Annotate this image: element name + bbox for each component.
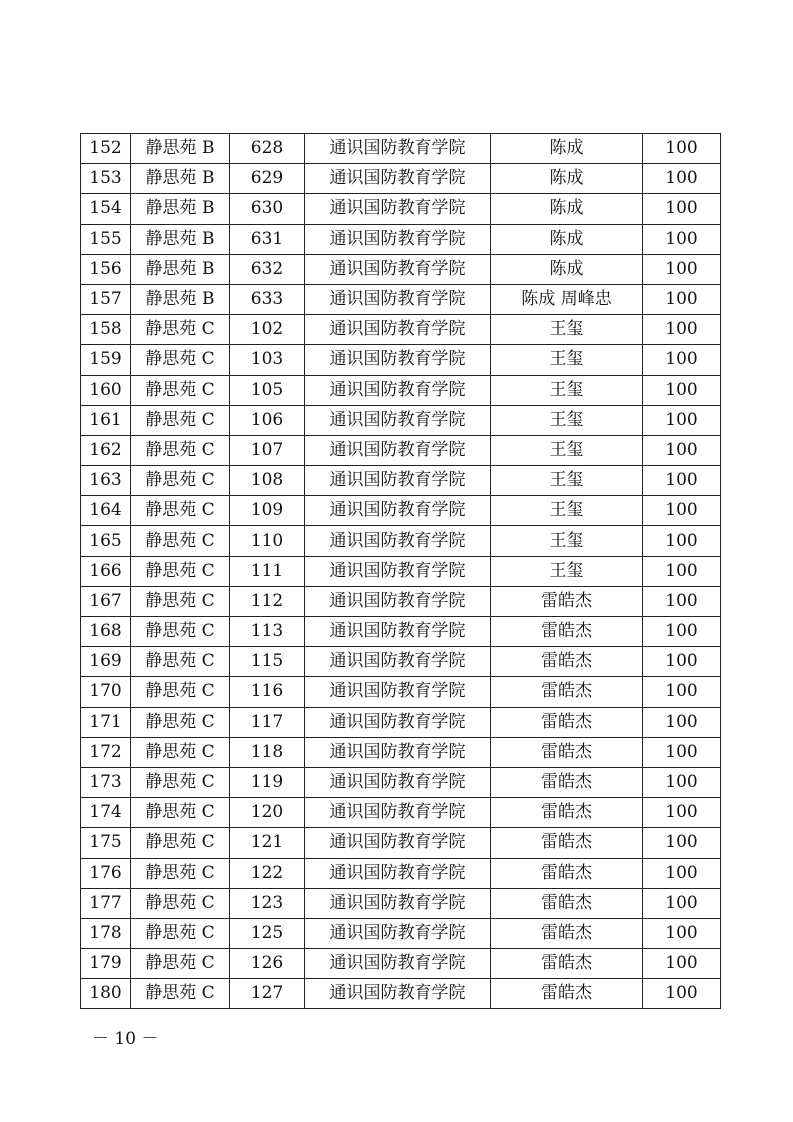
room-number-cell: 122 bbox=[230, 858, 305, 888]
table-row bbox=[81, 345, 721, 375]
inspector-name-cell: 雷皓杰 bbox=[491, 617, 643, 647]
building-cell: 静思苑 C bbox=[131, 888, 230, 918]
table-row bbox=[81, 737, 721, 767]
college-cell: 通识国防教育学院 bbox=[305, 435, 491, 465]
row-number-cell: 160 bbox=[81, 375, 131, 405]
college-cell: 通识国防教育学院 bbox=[305, 466, 491, 496]
table-row bbox=[81, 435, 721, 465]
college-cell: 通识国防教育学院 bbox=[305, 979, 491, 1009]
table-body bbox=[81, 134, 721, 1009]
score-cell: 100 bbox=[643, 194, 721, 224]
inspector-name-cell: 雷皓杰 bbox=[491, 707, 643, 737]
building-cell: 静思苑 B bbox=[131, 164, 230, 194]
score-cell: 100 bbox=[643, 435, 721, 465]
room-number-cell: 107 bbox=[230, 435, 305, 465]
college-cell: 通识国防教育学院 bbox=[305, 134, 491, 164]
inspector-name-cell: 王玺 bbox=[491, 526, 643, 556]
table-row bbox=[81, 888, 721, 918]
room-number-cell: 628 bbox=[230, 134, 305, 164]
college-cell: 通识国防教育学院 bbox=[305, 586, 491, 616]
table-row bbox=[81, 164, 721, 194]
row-number-cell: 161 bbox=[81, 405, 131, 435]
score-cell: 100 bbox=[643, 798, 721, 828]
score-cell: 100 bbox=[643, 707, 721, 737]
room-number-cell: 629 bbox=[230, 164, 305, 194]
inspector-name-cell: 雷皓杰 bbox=[491, 647, 643, 677]
college-cell: 通识国防教育学院 bbox=[305, 405, 491, 435]
room-number-cell: 630 bbox=[230, 194, 305, 224]
college-cell: 通识国防教育学院 bbox=[305, 556, 491, 586]
college-cell: 通识国防教育学院 bbox=[305, 284, 491, 314]
row-number-cell: 178 bbox=[81, 918, 131, 948]
row-number-cell: 167 bbox=[81, 586, 131, 616]
table-row bbox=[81, 375, 721, 405]
score-cell: 100 bbox=[643, 918, 721, 948]
college-cell: 通识国防教育学院 bbox=[305, 254, 491, 284]
row-number-cell: 158 bbox=[81, 315, 131, 345]
building-cell: 静思苑 C bbox=[131, 737, 230, 767]
inspector-name-cell: 雷皓杰 bbox=[491, 888, 643, 918]
row-number-cell: 169 bbox=[81, 647, 131, 677]
building-cell: 静思苑 C bbox=[131, 858, 230, 888]
building-cell: 静思苑 B bbox=[131, 254, 230, 284]
room-number-cell: 113 bbox=[230, 617, 305, 647]
room-number-cell: 126 bbox=[230, 949, 305, 979]
building-cell: 静思苑 C bbox=[131, 556, 230, 586]
building-cell: 静思苑 C bbox=[131, 435, 230, 465]
table-row bbox=[81, 315, 721, 345]
inspector-name-cell: 王玺 bbox=[491, 496, 643, 526]
room-number-cell: 633 bbox=[230, 284, 305, 314]
college-cell: 通识国防教育学院 bbox=[305, 647, 491, 677]
inspector-name-cell: 雷皓杰 bbox=[491, 677, 643, 707]
room-number-cell: 119 bbox=[230, 767, 305, 797]
score-cell: 100 bbox=[643, 586, 721, 616]
room-number-cell: 120 bbox=[230, 798, 305, 828]
score-cell: 100 bbox=[643, 858, 721, 888]
inspector-name-cell: 王玺 bbox=[491, 556, 643, 586]
building-cell: 静思苑 B bbox=[131, 284, 230, 314]
building-cell: 静思苑 C bbox=[131, 405, 230, 435]
table-row bbox=[81, 918, 721, 948]
room-number-cell: 103 bbox=[230, 345, 305, 375]
score-cell: 100 bbox=[643, 767, 721, 797]
row-number-cell: 155 bbox=[81, 224, 131, 254]
row-number-cell: 180 bbox=[81, 979, 131, 1009]
table-row bbox=[81, 134, 721, 164]
table-row bbox=[81, 647, 721, 677]
score-cell: 100 bbox=[643, 677, 721, 707]
row-number-cell: 168 bbox=[81, 617, 131, 647]
building-cell: 静思苑 B bbox=[131, 224, 230, 254]
score-cell: 100 bbox=[643, 888, 721, 918]
score-cell: 100 bbox=[643, 466, 721, 496]
building-cell: 静思苑 C bbox=[131, 949, 230, 979]
college-cell: 通识国防教育学院 bbox=[305, 677, 491, 707]
row-number-cell: 153 bbox=[81, 164, 131, 194]
room-number-cell: 110 bbox=[230, 526, 305, 556]
room-number-cell: 105 bbox=[230, 375, 305, 405]
table-row bbox=[81, 405, 721, 435]
score-cell: 100 bbox=[643, 949, 721, 979]
score-cell: 100 bbox=[643, 284, 721, 314]
table-row bbox=[81, 194, 721, 224]
row-number-cell: 163 bbox=[81, 466, 131, 496]
score-cell: 100 bbox=[643, 134, 721, 164]
table-row bbox=[81, 526, 721, 556]
college-cell: 通识国防教育学院 bbox=[305, 767, 491, 797]
row-number-cell: 175 bbox=[81, 828, 131, 858]
table-row bbox=[81, 586, 721, 616]
row-number-cell: 174 bbox=[81, 798, 131, 828]
row-number-cell: 170 bbox=[81, 677, 131, 707]
table-row bbox=[81, 979, 721, 1009]
row-number-cell: 171 bbox=[81, 707, 131, 737]
room-number-cell: 631 bbox=[230, 224, 305, 254]
score-cell: 100 bbox=[643, 979, 721, 1009]
room-number-cell: 632 bbox=[230, 254, 305, 284]
college-cell: 通识国防教育学院 bbox=[305, 888, 491, 918]
inspector-name-cell: 雷皓杰 bbox=[491, 949, 643, 979]
score-cell: 100 bbox=[643, 737, 721, 767]
score-cell: 100 bbox=[643, 526, 721, 556]
building-cell: 静思苑 C bbox=[131, 767, 230, 797]
college-cell: 通识国防教育学院 bbox=[305, 617, 491, 647]
table-row bbox=[81, 828, 721, 858]
inspector-name-cell: 雷皓杰 bbox=[491, 828, 643, 858]
table-row bbox=[81, 496, 721, 526]
score-cell: 100 bbox=[643, 828, 721, 858]
row-number-cell: 177 bbox=[81, 888, 131, 918]
building-cell: 静思苑 C bbox=[131, 496, 230, 526]
row-number-cell: 156 bbox=[81, 254, 131, 284]
building-cell: 静思苑 C bbox=[131, 677, 230, 707]
college-cell: 通识国防教育学院 bbox=[305, 194, 491, 224]
room-number-cell: 108 bbox=[230, 466, 305, 496]
table-row bbox=[81, 224, 721, 254]
college-cell: 通识国防教育学院 bbox=[305, 828, 491, 858]
table-row bbox=[81, 556, 721, 586]
building-cell: 静思苑 C bbox=[131, 586, 230, 616]
building-cell: 静思苑 C bbox=[131, 345, 230, 375]
college-cell: 通识国防教育学院 bbox=[305, 798, 491, 828]
building-cell: 静思苑 C bbox=[131, 315, 230, 345]
row-number-cell: 162 bbox=[81, 435, 131, 465]
inspector-name-cell: 王玺 bbox=[491, 315, 643, 345]
room-number-cell: 127 bbox=[230, 979, 305, 1009]
inspector-name-cell: 陈成 bbox=[491, 194, 643, 224]
college-cell: 通识国防教育学院 bbox=[305, 496, 491, 526]
row-number-cell: 165 bbox=[81, 526, 131, 556]
table-row bbox=[81, 798, 721, 828]
building-cell: 静思苑 B bbox=[131, 134, 230, 164]
room-number-cell: 118 bbox=[230, 737, 305, 767]
table-row bbox=[81, 617, 721, 647]
building-cell: 静思苑 C bbox=[131, 647, 230, 677]
inspector-name-cell: 王玺 bbox=[491, 435, 643, 465]
table-row bbox=[81, 466, 721, 496]
building-cell: 静思苑 C bbox=[131, 798, 230, 828]
score-cell: 100 bbox=[643, 375, 721, 405]
score-cell: 100 bbox=[643, 345, 721, 375]
inspector-name-cell: 雷皓杰 bbox=[491, 798, 643, 828]
table-row bbox=[81, 677, 721, 707]
inspector-name-cell: 王玺 bbox=[491, 345, 643, 375]
inspector-name-cell: 陈成 周峰忠 bbox=[491, 284, 643, 314]
inspector-name-cell: 雷皓杰 bbox=[491, 586, 643, 616]
inspector-name-cell: 陈成 bbox=[491, 134, 643, 164]
inspector-name-cell: 王玺 bbox=[491, 405, 643, 435]
dormitory-score-table bbox=[80, 133, 721, 1009]
building-cell: 静思苑 B bbox=[131, 194, 230, 224]
college-cell: 通识国防教育学院 bbox=[305, 707, 491, 737]
inspector-name-cell: 王玺 bbox=[491, 375, 643, 405]
room-number-cell: 109 bbox=[230, 496, 305, 526]
score-cell: 100 bbox=[643, 405, 721, 435]
college-cell: 通识国防教育学院 bbox=[305, 918, 491, 948]
row-number-cell: 159 bbox=[81, 345, 131, 375]
score-cell: 100 bbox=[643, 224, 721, 254]
room-number-cell: 117 bbox=[230, 707, 305, 737]
table-row bbox=[81, 254, 721, 284]
score-cell: 100 bbox=[643, 647, 721, 677]
room-number-cell: 121 bbox=[230, 828, 305, 858]
row-number-cell: 152 bbox=[81, 134, 131, 164]
inspector-name-cell: 王玺 bbox=[491, 466, 643, 496]
building-cell: 静思苑 C bbox=[131, 707, 230, 737]
college-cell: 通识国防教育学院 bbox=[305, 949, 491, 979]
college-cell: 通识国防教育学院 bbox=[305, 345, 491, 375]
score-cell: 100 bbox=[643, 164, 721, 194]
row-number-cell: 157 bbox=[81, 284, 131, 314]
row-number-cell: 176 bbox=[81, 858, 131, 888]
score-cell: 100 bbox=[643, 315, 721, 345]
building-cell: 静思苑 C bbox=[131, 918, 230, 948]
inspector-name-cell: 陈成 bbox=[491, 164, 643, 194]
room-number-cell: 111 bbox=[230, 556, 305, 586]
college-cell: 通识国防教育学院 bbox=[305, 164, 491, 194]
score-cell: 100 bbox=[643, 496, 721, 526]
room-number-cell: 116 bbox=[230, 677, 305, 707]
page-number: － 10 － bbox=[92, 1029, 159, 1049]
college-cell: 通识国防教育学院 bbox=[305, 526, 491, 556]
room-number-cell: 123 bbox=[230, 888, 305, 918]
room-number-cell: 106 bbox=[230, 405, 305, 435]
table-row bbox=[81, 707, 721, 737]
building-cell: 静思苑 C bbox=[131, 979, 230, 1009]
room-number-cell: 115 bbox=[230, 647, 305, 677]
row-number-cell: 166 bbox=[81, 556, 131, 586]
row-number-cell: 164 bbox=[81, 496, 131, 526]
college-cell: 通识国防教育学院 bbox=[305, 737, 491, 767]
table-row bbox=[81, 949, 721, 979]
building-cell: 静思苑 C bbox=[131, 828, 230, 858]
table-row bbox=[81, 284, 721, 314]
inspector-name-cell: 陈成 bbox=[491, 224, 643, 254]
college-cell: 通识国防教育学院 bbox=[305, 858, 491, 888]
college-cell: 通识国防教育学院 bbox=[305, 315, 491, 345]
inspector-name-cell: 雷皓杰 bbox=[491, 918, 643, 948]
score-cell: 100 bbox=[643, 254, 721, 284]
row-number-cell: 172 bbox=[81, 737, 131, 767]
inspector-name-cell: 陈成 bbox=[491, 254, 643, 284]
building-cell: 静思苑 C bbox=[131, 617, 230, 647]
row-number-cell: 154 bbox=[81, 194, 131, 224]
score-cell: 100 bbox=[643, 556, 721, 586]
score-cell: 100 bbox=[643, 617, 721, 647]
row-number-cell: 179 bbox=[81, 949, 131, 979]
table-row bbox=[81, 767, 721, 797]
table-row bbox=[81, 858, 721, 888]
row-number-cell: 173 bbox=[81, 767, 131, 797]
building-cell: 静思苑 C bbox=[131, 375, 230, 405]
inspector-name-cell: 雷皓杰 bbox=[491, 767, 643, 797]
college-cell: 通识国防教育学院 bbox=[305, 375, 491, 405]
inspector-name-cell: 雷皓杰 bbox=[491, 737, 643, 767]
building-cell: 静思苑 C bbox=[131, 526, 230, 556]
college-cell: 通识国防教育学院 bbox=[305, 224, 491, 254]
building-cell: 静思苑 C bbox=[131, 466, 230, 496]
room-number-cell: 102 bbox=[230, 315, 305, 345]
room-number-cell: 125 bbox=[230, 918, 305, 948]
room-number-cell: 112 bbox=[230, 586, 305, 616]
inspector-name-cell: 雷皓杰 bbox=[491, 979, 643, 1009]
inspector-name-cell: 雷皓杰 bbox=[491, 858, 643, 888]
